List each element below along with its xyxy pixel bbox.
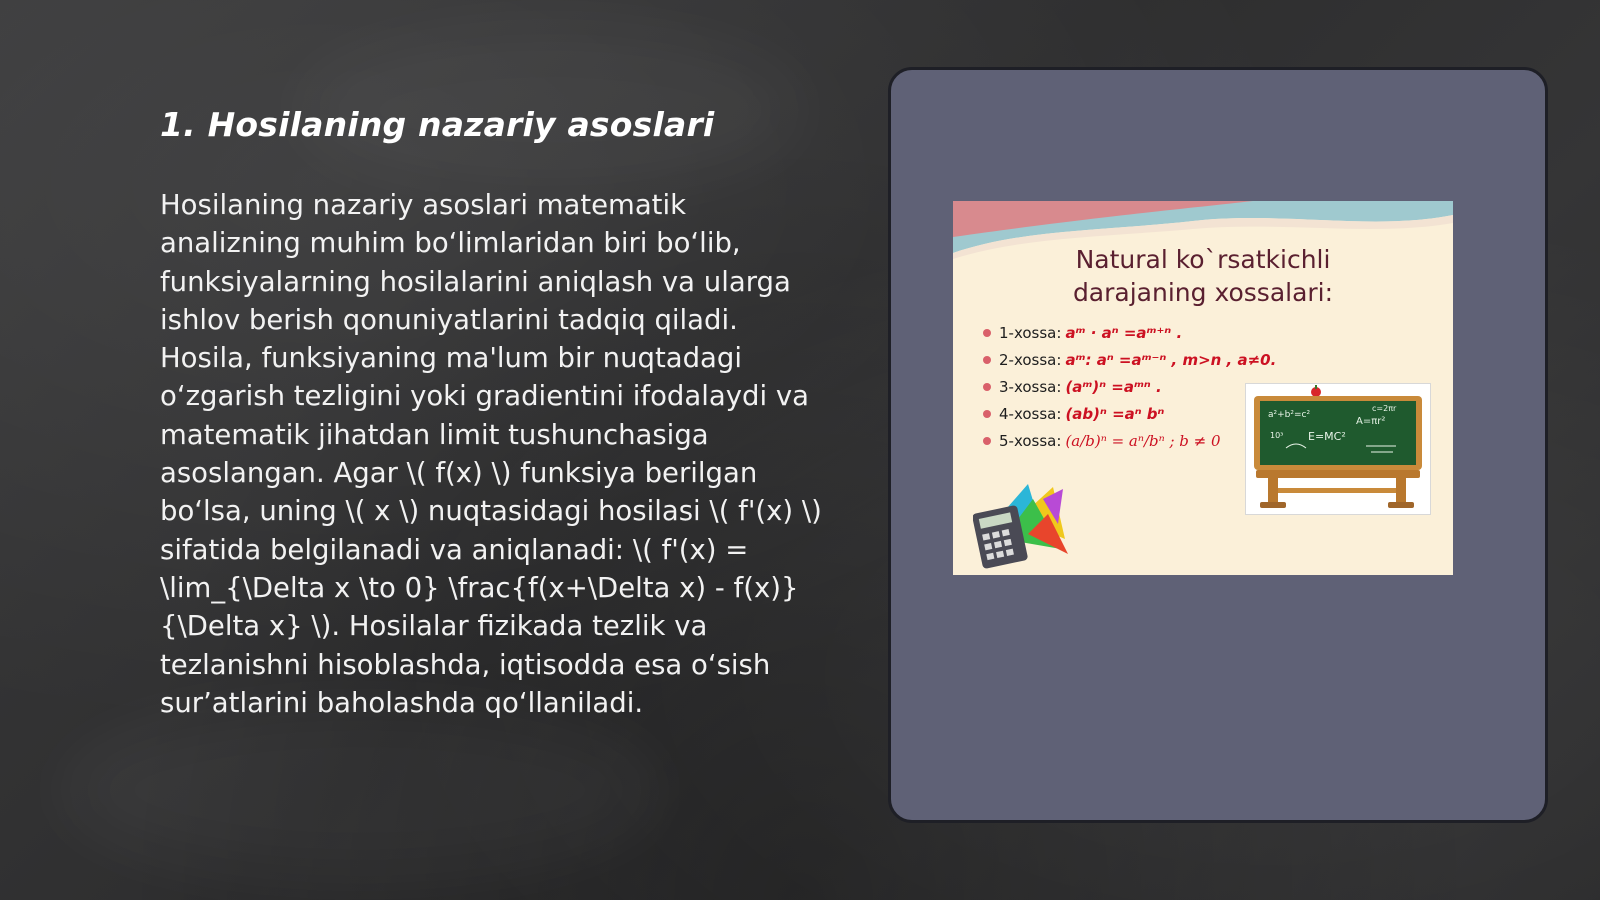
bullet-icon xyxy=(983,356,991,364)
board-formula-1: a²+b²=c² xyxy=(1268,410,1311,420)
slide-body-text: Hosilaning nazariy asoslari matematik analizning muhim bo‘limlaridan biri bo‘lib, funksiyalarning hosilalarini aniqlash va ularga ishlov berish qonuniyatlarini tadqiq qiladi. Hosila, funksiyaning ma'lum bir nuqtadagi o‘zgarish tezligini yoki gradientini ifodalaydi va matematik jihatdan limit tushunchasiga asoslangan. Agar \( f(x) \) funksiya berilgan bo‘lsa, uning \( x \) nuqtasidagi hosilasi \( f'(x) \) sifatida belgilanadi va aniqlanadi: \( f'(x) = \lim_{\Delta x \to 0} \frac{f(x+\Delta x) - f(x)}{\Delta x} \). Hosilalar fizikada tezlik va tezlanishni hisoblashda, iqtisodda esa o‘sish sur’atlarini baholashda qo‘llaniladi. xyxy=(160,189,822,719)
chalkboard-icon xyxy=(1246,384,1430,514)
board-formula-2: A=πr² xyxy=(1356,416,1386,427)
embedded-slide-image xyxy=(953,201,1453,575)
board-formula-5: 10³ xyxy=(1270,431,1284,440)
bullet-icon xyxy=(983,437,991,445)
property-label: 4-xossa: xyxy=(999,404,1062,423)
slide-title: 1. Hosilaning nazariy asoslari xyxy=(160,105,715,144)
property-item-2 xyxy=(983,346,1276,373)
property-formula: (aᵐ)ⁿ =aᵐⁿ . xyxy=(1065,377,1162,396)
image-heading-line1: Natural ko`rsatkichli xyxy=(1075,245,1331,274)
chalk-smudge xyxy=(60,700,660,880)
bullet-icon xyxy=(983,410,991,418)
image-panel xyxy=(888,67,1548,823)
property-formula: aᵐ · aⁿ =aᵐ⁺ⁿ . xyxy=(1065,323,1183,342)
property-formula: (a/b)ⁿ = aⁿ/bⁿ ; b ≠ 0 xyxy=(1065,431,1221,450)
board-formula-3: E=MC² xyxy=(1308,430,1346,443)
property-formula: (ab)ⁿ =aⁿ bⁿ xyxy=(1065,404,1165,423)
property-item-5 xyxy=(983,427,1276,454)
property-item-3 xyxy=(983,373,1276,400)
property-formula: aᵐ: aⁿ =aᵐ⁻ⁿ , m>n , a≠0. xyxy=(1065,350,1277,369)
chalkboard-illustration xyxy=(1245,383,1431,515)
property-label: 2-xossa: xyxy=(999,350,1062,369)
calculator-icon xyxy=(973,479,1073,569)
image-heading-line2: darajaning xossalari: xyxy=(1072,278,1334,307)
property-item-1 xyxy=(983,319,1276,346)
properties-list xyxy=(983,319,1276,454)
property-label: 1-xossa: xyxy=(999,323,1062,342)
board-formula-4: c=2πr xyxy=(1372,404,1397,413)
property-label: 3-xossa: xyxy=(999,377,1062,396)
image-heading xyxy=(953,243,1453,309)
property-item-4 xyxy=(983,400,1276,427)
property-label: 5-xossa: xyxy=(999,431,1062,450)
bullet-icon xyxy=(983,329,991,337)
bullet-icon xyxy=(983,383,991,391)
